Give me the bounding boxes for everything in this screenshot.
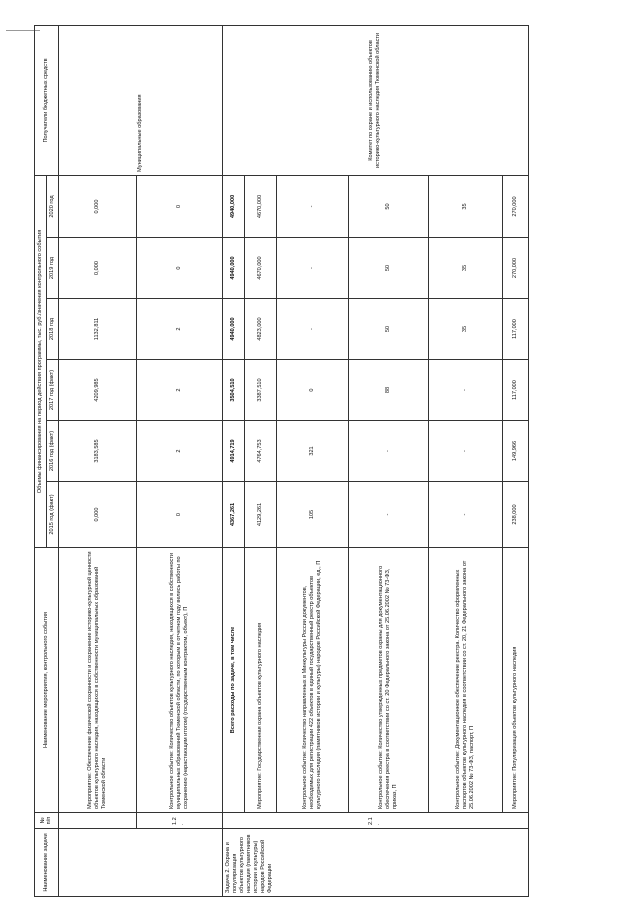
year-2020: 2020 год (46, 175, 58, 237)
event-cell: Мероприятие: Популяризация объектов культурного наследия (502, 548, 528, 813)
value-cell: 4367,261 (222, 482, 244, 548)
event-cell: Контрольное событие: Количество объектов культурного наследия, находящихся в собственности муниципальных образований Тюменской области, по которым в отчетном году велись работы по сохранению (нарастающим итогом) (государственным контрактом, объект), П (136, 548, 222, 813)
value-cell: 3387,510 (244, 360, 276, 421)
value-cell: 4940,000 (222, 299, 244, 360)
value-cell: 3183,585 (58, 421, 136, 482)
value-cell: 0,000 (58, 238, 136, 299)
value-cell: 0 (136, 175, 222, 237)
task2-cell: Задача 2. Охрана и популяризация объектов культурного наследия (памятников истории и культуры) народов Российской Федерации (222, 829, 528, 897)
num-cell: 1.2. (136, 813, 222, 829)
value-cell: 117,000 (502, 299, 528, 360)
value-cell: 4129,261 (244, 482, 276, 548)
col-recipient-header: Получатели бюджетных средств (35, 25, 59, 175)
recipient-cell: Муниципальные образования (58, 25, 222, 175)
event-cell: Контрольное событие: Количество утвержденных предметов охраны для документационного обеспечения реестра в соответствии со ст. 20 Федерального закона от 25.06.2002 № 73-ФЗ, приказ, П (348, 548, 428, 813)
value-cell: 117,000 (502, 360, 528, 421)
num-cell-empty (58, 813, 136, 829)
value-cell: 35 (428, 238, 502, 299)
header-row (35, 25, 47, 896)
num-cell: 2.1. (222, 813, 528, 829)
event-cell: Всего расходы по задаче, в том числе (222, 548, 244, 813)
value-cell: 4764,753 (244, 421, 276, 482)
table-row (58, 25, 136, 896)
program-table (34, 25, 529, 897)
year-2015: 2015 год (факт) (46, 482, 58, 548)
value-cell: 2 (136, 421, 222, 482)
value-cell: - (428, 421, 502, 482)
task-cell-empty (58, 829, 222, 897)
year-2016: 2016 год (факт) (46, 421, 58, 482)
value-cell: - (276, 299, 348, 360)
value-cell: 3504,510 (222, 360, 244, 421)
value-cell: - (348, 482, 428, 548)
recipient-cell: Комитет по охране и использованию объектов историко-культурного наследия Тюменской области (222, 25, 528, 175)
value-cell: 4670,000 (244, 175, 276, 237)
value-cell: 4823,000 (244, 299, 276, 360)
value-cell: 50 (348, 299, 428, 360)
value-cell: 2 (136, 360, 222, 421)
col-funding-header: Объемы финансирования на период действия программы, тыс. руб./значения контрольного события (35, 175, 47, 547)
value-cell: 149,966 (502, 421, 528, 482)
event-cell: Мероприятие: Государственная охрана объектов культурного наследия (244, 548, 276, 813)
value-cell: 50 (348, 238, 428, 299)
value-cell: 4670,000 (244, 238, 276, 299)
value-cell: 105 (276, 482, 348, 548)
value-cell: - (428, 360, 502, 421)
event-cell: Контрольное событие: Количество направленных в Минкультуры России документов, необходимых для регистрации 422 объектов в единый государственный реестр объектов культурного наследия (памятников истории и культуры) народов Российской Федерации, ед., П (276, 548, 348, 813)
value-cell: 1132,811 (58, 299, 136, 360)
event-cell: Мероприятие: Обеспечение физической сохранности и сохранение историко-культурной ценности объектов культурного наследия, находящихся в собственности муниципальных образований Тюменской области (58, 548, 136, 813)
value-cell: 4209,985 (58, 360, 136, 421)
value-cell: 2 (136, 299, 222, 360)
value-cell: 0 (136, 238, 222, 299)
year-2018: 2018 год (46, 299, 58, 360)
value-cell: 270,000 (502, 175, 528, 237)
value-cell: 35 (428, 175, 502, 237)
value-cell: 4940,000 (222, 175, 244, 237)
value-cell: 88 (348, 360, 428, 421)
table-row-total (222, 25, 244, 896)
col-task-header: Наименование задачи (35, 829, 59, 897)
value-cell: 0,000 (58, 175, 136, 237)
value-cell: 35 (428, 299, 502, 360)
col-num-header: № п/п (35, 813, 59, 829)
value-cell: 4940,000 (222, 238, 244, 299)
value-cell: - (428, 482, 502, 548)
value-cell: - (276, 238, 348, 299)
value-cell: 321 (276, 421, 348, 482)
col-event-header: Наименование мероприятия, контрольного события (35, 548, 59, 813)
year-2017: 2017 год (факт) (46, 360, 58, 421)
value-cell: 270,000 (502, 238, 528, 299)
value-cell: 238,000 (502, 482, 528, 548)
value-cell: 0 (136, 482, 222, 548)
year-2019: 2019 год (46, 238, 58, 299)
value-cell: 4914,719 (222, 421, 244, 482)
value-cell: 0,000 (58, 482, 136, 548)
value-cell: - (348, 421, 428, 482)
event-cell: Контрольное событие: Документационное обеспечение реестра. Количество оформленных паспортов объектов культурного наследия в соответствии со ст. 20, 21 Федерального закона от 25.06.2002 № 73-ФЗ, паспорт, П (428, 548, 502, 813)
value-cell: - (276, 175, 348, 237)
value-cell: 50 (348, 175, 428, 237)
value-cell: 0 (276, 360, 348, 421)
